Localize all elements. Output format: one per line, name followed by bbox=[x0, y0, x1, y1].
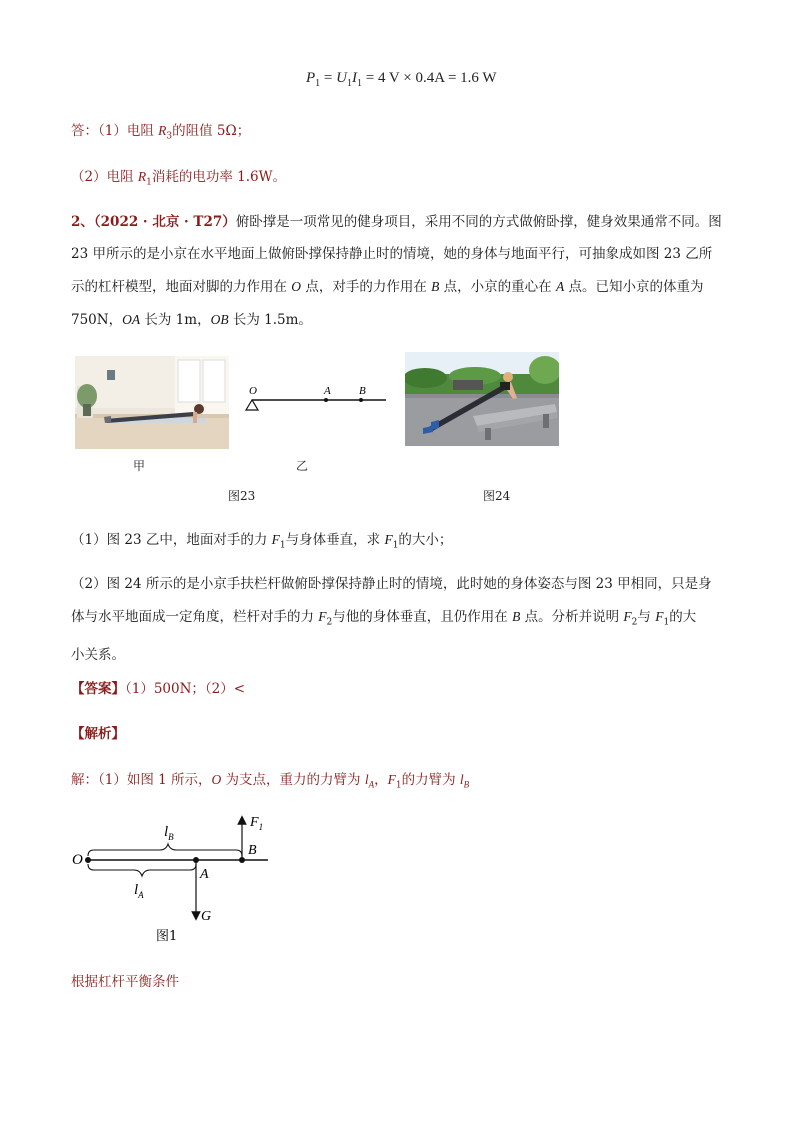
previous-answer-line1: 答：（1）电阻 $R_3$的阻值 5Ω； bbox=[71, 123, 251, 142]
answer-line bbox=[71, 675, 245, 704]
figure-1-lever-diagram bbox=[68, 812, 278, 952]
power-formula: $P_1 = U_1I_1 = 4$ V × 0.4A = 1.6 W bbox=[306, 70, 497, 89]
question-line-2: 23 甲所示的是小京在水平地面上做俯卧撑保持静止时的情境，她的身体与地面平行，可抽象成如图 23 乙所 bbox=[71, 246, 713, 262]
fig1-label-a: A bbox=[200, 867, 209, 882]
balance-condition-line: 根据杠杆平衡条件 bbox=[71, 974, 179, 990]
figure-23-caption: 图23 bbox=[228, 489, 256, 503]
fig1-label-f1: $F_1$ bbox=[250, 815, 264, 832]
fig1-label-g: G bbox=[201, 909, 212, 924]
lever-label-b: B bbox=[359, 385, 366, 397]
figure-label-yi: 乙 bbox=[296, 459, 309, 473]
subquestion-2-line-1: （2）图 24 所示的是小京手扶栏杆做俯卧撑保持静止时的情境，此时她的身体姿态与图 23 甲相同，只是身 bbox=[71, 576, 712, 592]
question-2-text bbox=[71, 208, 731, 335]
question-line-1: 2、（2022 · 北京 · T27）俯卧撑是一项常见的健身项目，采用不同的方式做俯卧撑，健身效果通常不同。图 bbox=[71, 214, 722, 230]
fig1-lb-label: $l_B$ bbox=[164, 824, 174, 842]
analysis-label: 【解析】 bbox=[71, 726, 125, 742]
brace-la bbox=[88, 864, 196, 876]
figure-24-caption: 图24 bbox=[483, 489, 511, 503]
previous-answer-line2: （2）电阻 $R_1$消耗的电功率 1.6W。 bbox=[71, 169, 287, 188]
solution-line: 解：（1）如图 1 所示，O 为支点，重力的力臂为 $l_A$，$F_1$的力臂为 $l_B$ bbox=[71, 772, 470, 791]
fig1-la-label: $l_A$ bbox=[134, 882, 144, 900]
lever-point-a bbox=[324, 398, 328, 402]
question-line-3: 示的杠杆模型，地面对脚的力作用在 O 点，对手的力作用在 B 点，小京的重心在 A 点。已知小京的体重为 bbox=[71, 279, 704, 295]
question-line-4: 750N，OA 长为 1m，OB 长为 1.5m。 bbox=[71, 312, 312, 328]
fig1-caption: 图1 bbox=[156, 929, 178, 944]
subquestion-2-line-2: 体与水平地面成一定角度，栏杆对手的力 $F_2$与他的身体垂直，且仍作用在 B 点。分析并说明 $F_2$与 $F_1$的大 bbox=[71, 609, 697, 628]
fulcrum-triangle bbox=[246, 400, 258, 410]
figure-label-jia: 甲 bbox=[133, 459, 146, 473]
subquestion-2-line-3: 小关系。 bbox=[71, 646, 125, 663]
lever-point-b bbox=[359, 398, 363, 402]
lever-label-o: O bbox=[249, 385, 257, 397]
fig1-label-b: B bbox=[248, 843, 257, 858]
figure-23-jia-photo bbox=[75, 356, 229, 449]
question-number: 2、 bbox=[71, 214, 94, 230]
subquestion-1: （1）图 23 乙中，地面对手的力 $F_1$与身体垂直，求 $F_1$的大小； bbox=[71, 532, 453, 551]
figure-24-photo bbox=[405, 352, 559, 446]
lever-label-a: A bbox=[324, 385, 331, 397]
fig1-label-o: O bbox=[72, 852, 83, 868]
figure-23-yi-lever-diagram bbox=[240, 378, 390, 418]
brace-lb bbox=[88, 844, 242, 856]
subquestion-2 bbox=[71, 570, 731, 670]
fig1-point-o bbox=[85, 857, 91, 863]
answer-text: （1）500N；（2）< bbox=[125, 681, 246, 697]
question-source: （2022 · 北京 · T27） bbox=[93, 214, 236, 230]
answer-label: 【答案】 bbox=[71, 681, 125, 697]
